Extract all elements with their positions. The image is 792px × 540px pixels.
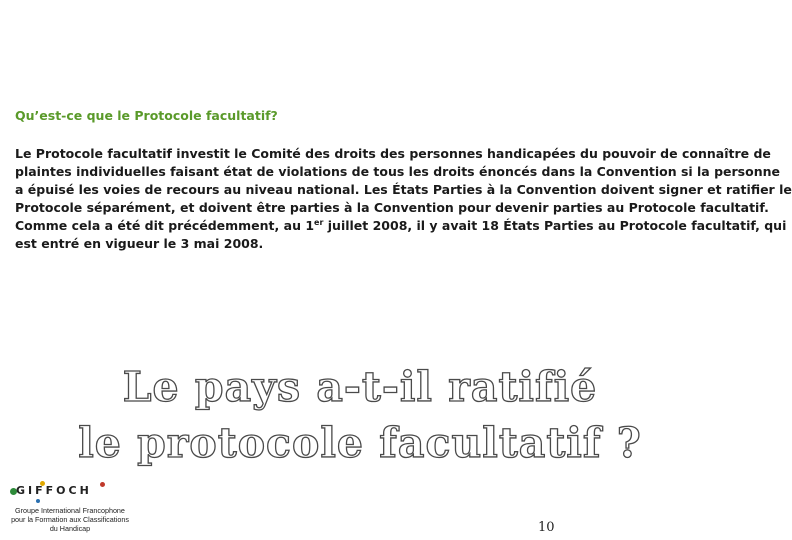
body-line: Protocole séparément, et doivent être parties à la Convention pour devenir parties au Protocole facultatif.: [15, 200, 769, 215]
body-line-5-start: Comme cela a été dit précédemment, au 1: [15, 218, 315, 233]
giffoch-logo: [0, 478, 140, 538]
page-number: 10: [538, 520, 555, 535]
question-title-line-1: Le pays a-t-il ratifié: [122, 363, 598, 411]
logo-dot-red-icon: [100, 482, 105, 487]
logo-tagline-3: du Handicap: [49, 524, 91, 533]
logo-tagline-2: pour la Formation aux Classifications: [11, 515, 129, 524]
body-line: a épuisé les voies de recours au niveau national. Les États Parties à la Convention doivent signer et ratifier le: [15, 182, 792, 197]
body-paragraph: [15, 145, 792, 253]
body-line: plaintes individuelles faisant état de violations de tous les droits énoncés dans la Convention si la personne: [15, 164, 780, 179]
section-heading: Qu’est-ce que le Protocole facultatif?: [15, 108, 278, 123]
body-line: est entré en vigueur le 3 mai 2008.: [15, 236, 264, 251]
body-line-5: [15, 217, 787, 235]
logo-acronym: GIFFOCH: [16, 484, 92, 497]
ordinal-superscript: er: [314, 217, 324, 227]
logo-dot-blue-icon: [36, 499, 40, 503]
body-line-5-end: juillet 2008, il y avait 18 États Parties au Protocole facultatif, qui: [323, 218, 787, 233]
body-line: Le Protocole facultatif investit le Comité des droits des personnes handicapées du pouvoir de connaître de: [15, 146, 771, 161]
logo-tagline-1: Groupe International Francophone: [15, 506, 125, 515]
question-title-line-2: le protocole facultatif ?: [78, 419, 642, 467]
